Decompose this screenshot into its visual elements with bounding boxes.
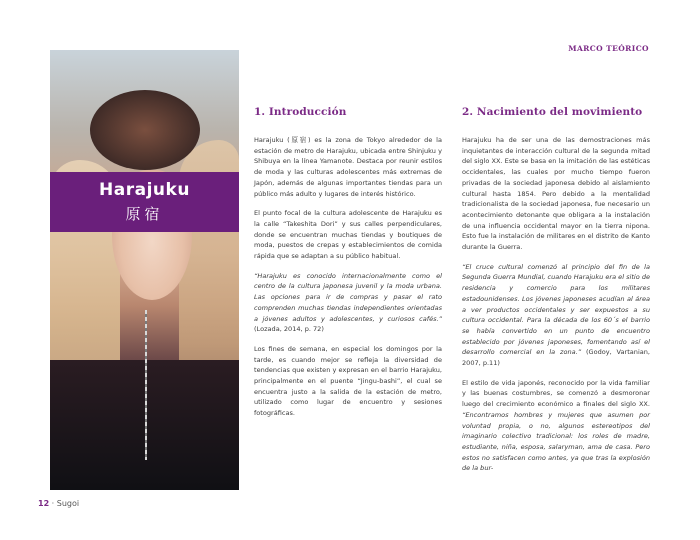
paragraph: Los fines de semana, en especial los domingos por la tarde, es cuando mejor se refleja la diversidad de tendencias que existen y expresan en el barrio Harajuku, principalmente en el puente “Jingu-bashi”, el cual se encuentra justo a la salida de la estación de metro, utilizado como lugar de encuentro y sesiones fotográficas. <box>254 344 442 418</box>
column-nacimiento <box>462 106 650 483</box>
cover-photo <box>50 50 239 490</box>
quote-citation: (Lozada, 2014, p. 72) <box>254 325 324 334</box>
quote-text: “El cruce cultural comenzó al principio del fin de la Segunda Guerra Mundial, cuando Harajuku era el sitio de residencia y comercio para los militares estadounidenses. Los jóvenes japoneses acudían al área a ver productos occidentales y ser expuestos a su cultura occidental. Para la década de los 60´s el barrio se había convertido en un punto de encuentro establecido por jóvenes japoneses, fomentando así el desarrollo comercial en la zona.” <box>462 262 650 357</box>
column-introduccion <box>254 106 442 428</box>
quote-paragraph <box>254 271 442 335</box>
paragraph-text: El estilo de vida japonés, reconocido por la vida familiar y las buenas costumbres, se comenzó a desmoronar luego del crecimiento económico a finales del siglo XX. <box>462 378 650 409</box>
section-header: MARCO TEÓRICO <box>568 44 649 53</box>
section-heading: 2. Nacimiento del movimiento <box>462 106 643 118</box>
paragraph: Harajuku (原宿) es la zona de Tokyo alrededor de la estación de metro de Harajuku, ubicada entre Shinjuku y Shibuya en la línea Yamanote. Destaca por reunir estilos de moda y las culturas adolescentes más extremas de Japón, además de algunas importantes tiendas para un público más adulto y lugares de interés histórico. <box>254 136 442 198</box>
footer-separator: · <box>49 499 57 508</box>
magazine-name: Sugoi <box>56 499 80 508</box>
paragraph: Harajuku ha de ser una de las demostraciones más inquietantes de interacción cultural de la segunda mitad del siglo XX. Este se basa en la imitación de las estéticas occidentales, las cuales por mucho tiempo fueron privadas de la sociedad japonesa debido al aislamiento cultural hasta 1854. Pero debido a la mentalidad tradicionalista de la sociedad japonesa, fue necesario un acontecimiento detonante que obligara a la instalación de una influencia occidental mayor en la tierra nipona. Esto fue la instalación de militares en el distrito de Kanto durante la Guerra. <box>462 136 650 252</box>
title-band <box>50 172 239 232</box>
inline-quote: “Encontramos hombres y mujeres que asumen por voluntad propia, o no, algunos estereotipos del imaginario colectivo tradicional: los roles de madre, estudiante, niña, esposa, salaryman, ama de casa. Pero estos no satisfacen como antes, ya que tras la explosión de la bur- <box>462 410 650 473</box>
photo-title: Harajuku <box>99 180 190 200</box>
page-footer <box>38 499 79 508</box>
section-heading: 1. Introducción <box>254 106 347 118</box>
paragraph: El punto focal de la cultura adolescente de Harajuku es la calle “Takeshita Dori” y sus calles perpendiculares, donde se encuentran muchas tiendas y boutiques de moda, puestos de crepas y establecimientos de comida rápida que se adaptan a su público habitual. <box>254 209 442 261</box>
photo-subtitle-kanji: 原宿 <box>125 205 164 223</box>
quote-paragraph <box>462 262 650 369</box>
page-number: 12 <box>38 499 50 508</box>
paragraph <box>462 378 650 474</box>
quote-text: “Harajuku es conocido internacionalmente como el centro de la cultura japonesa juvenil y la moda urbana. Las opciones para ir de compras y pasar el rato comprenden muchas tiendas independientes orientadas a jóvenes adultos y adolescentes, y curiosos cafés.” <box>254 271 442 323</box>
quote-citation: (Godoy, Vartanian, 2007, p.11) <box>462 348 651 368</box>
